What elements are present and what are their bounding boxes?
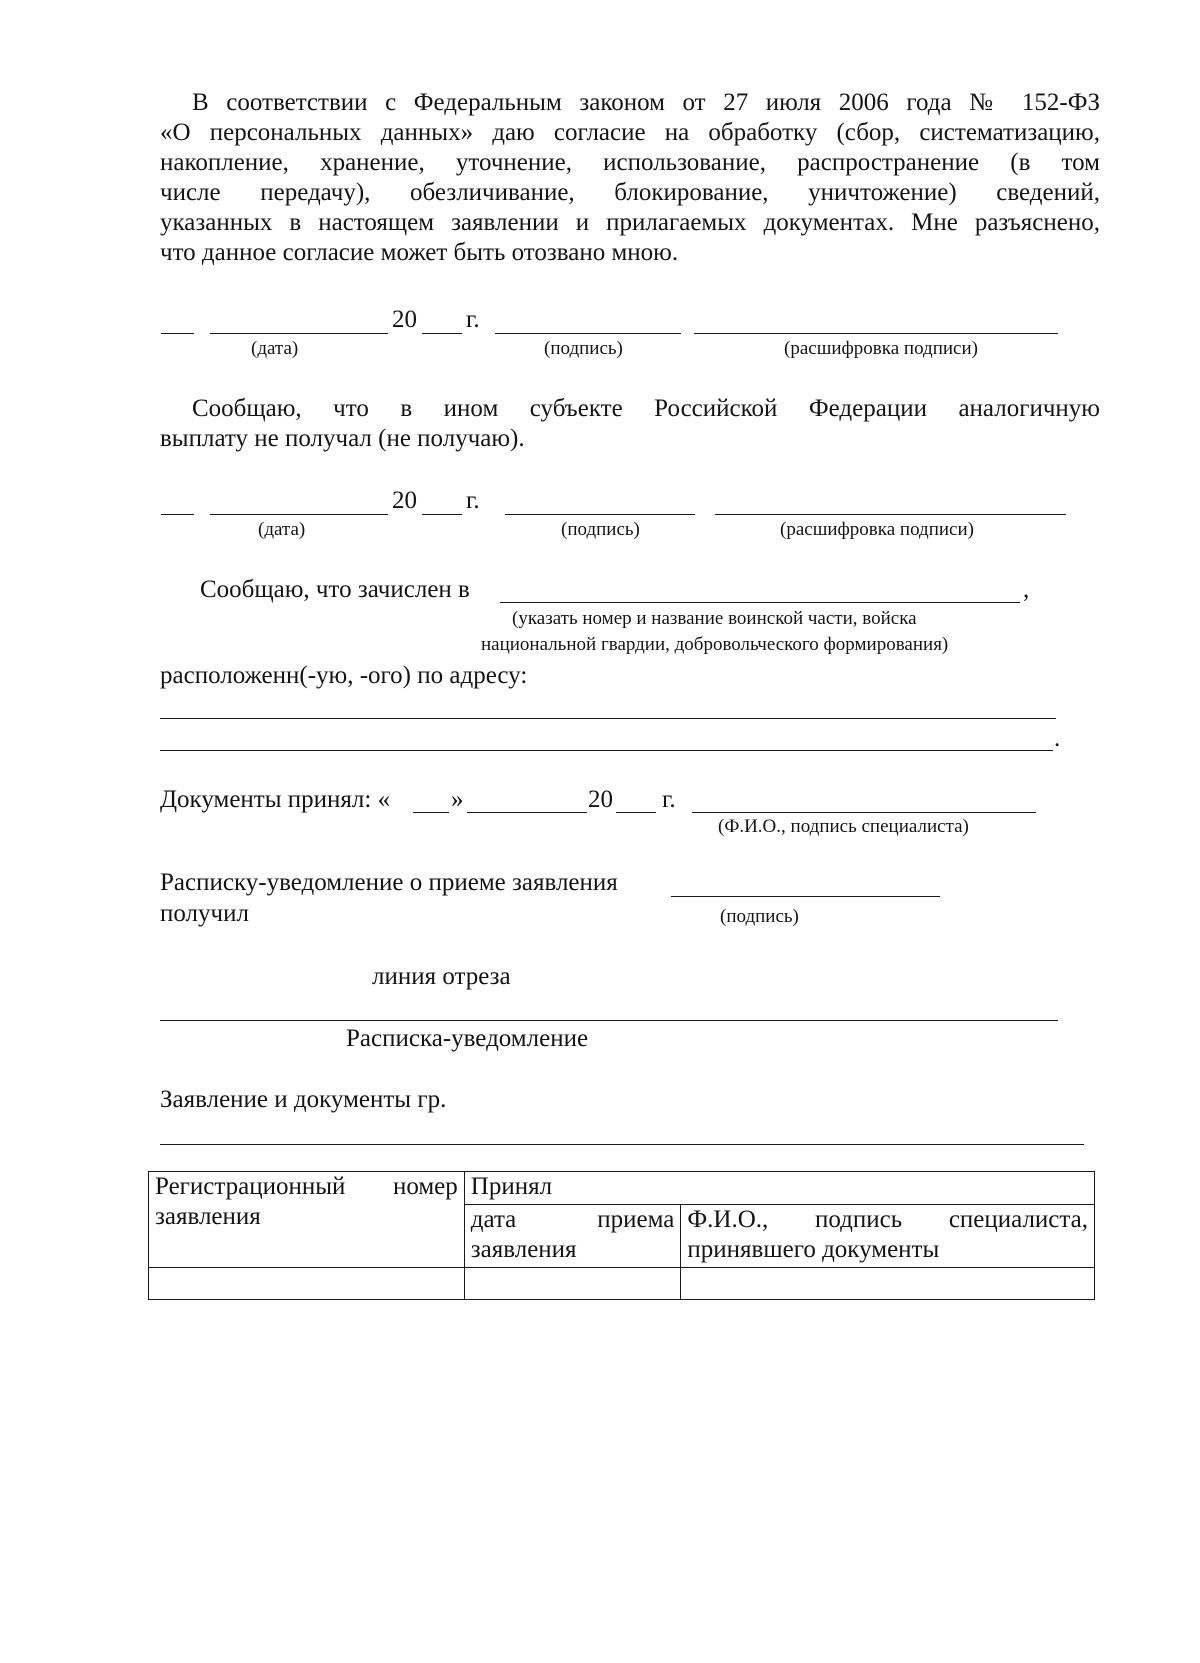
no-payment-line: Сообщаю, что в ином субъекте Российской Федерации аналогичную bbox=[192, 395, 1100, 422]
receipt-received-line1: Расписку-уведомление о приеме заявления bbox=[160, 869, 618, 896]
registration-number-cell[interactable] bbox=[149, 1268, 465, 1300]
enrolled-comma: , bbox=[1023, 576, 1030, 603]
specialist-blank[interactable] bbox=[692, 812, 1036, 813]
address-blank-1[interactable] bbox=[160, 718, 1056, 719]
year-blank[interactable] bbox=[422, 514, 462, 515]
specialist-caption: (Ф.И.О., подпись специалиста) bbox=[718, 816, 969, 837]
consent-line: накопление, хранение, уточнение, использование, распространение (в том bbox=[160, 149, 1100, 176]
enrolled-text: Сообщаю, что зачислен в bbox=[200, 576, 470, 603]
decoding-caption: (расшифровка подписи) bbox=[780, 519, 974, 540]
date-header-line2: заявления bbox=[470, 1236, 577, 1263]
signature-caption: (подпись) bbox=[561, 519, 640, 540]
year-prefix: 20 bbox=[392, 306, 417, 333]
citizen-name-blank[interactable] bbox=[160, 1144, 1084, 1145]
no-payment-line: выплату не получал (не получаю). bbox=[160, 425, 525, 452]
receipt-signature-blank[interactable] bbox=[671, 896, 940, 897]
consent-line: В соответствии с Федеральным законом от 27 июля 2006 года № 152-ФЗ bbox=[192, 89, 1100, 116]
specialist-header-word: специалиста, bbox=[948, 1206, 1088, 1233]
registration-table bbox=[148, 1171, 1095, 1300]
accepted-year-prefix: 20 bbox=[588, 786, 613, 813]
signature-blank[interactable] bbox=[505, 514, 695, 515]
unit-caption-line1: (указать номер и название воинской части, войска bbox=[512, 608, 917, 629]
accepted-year-blank[interactable] bbox=[616, 812, 656, 813]
accepted-header: Принял bbox=[464, 1172, 1094, 1205]
reg-header-word: номер bbox=[392, 1173, 458, 1200]
receipt-title: Расписка-уведомление bbox=[346, 1025, 589, 1052]
date-cell[interactable] bbox=[464, 1268, 681, 1300]
accepted-day-blank[interactable] bbox=[413, 812, 449, 813]
day-blank[interactable] bbox=[161, 333, 194, 334]
year-suffix: г. bbox=[466, 306, 480, 333]
address-period: . bbox=[1054, 725, 1061, 752]
decoding-caption: (расшифровка подписи) bbox=[784, 338, 978, 359]
address-label: расположенн(-ую, -ого) по адресу: bbox=[160, 662, 528, 689]
statement-label: Заявление и документы гр. bbox=[160, 1086, 447, 1113]
consent-line: числе передачу), обезличивание, блокирование, уничтожение) сведений, bbox=[160, 179, 1100, 206]
year-blank[interactable] bbox=[422, 333, 462, 334]
signature-decoding-blank[interactable] bbox=[715, 514, 1066, 515]
receipt-signature-caption: (подпись) bbox=[720, 906, 799, 927]
day-blank[interactable] bbox=[161, 514, 194, 515]
specialist-header-line2: принявшего документы bbox=[687, 1236, 940, 1263]
unit-caption-line2: национальной гвардии, добровольческого формирования) bbox=[481, 634, 949, 655]
unit-blank[interactable] bbox=[500, 602, 1020, 603]
consent-line: что данное согласие может быть отозвано мною. bbox=[160, 239, 679, 266]
date-header-word: приема bbox=[597, 1206, 675, 1233]
address-blank-2[interactable] bbox=[160, 750, 1053, 751]
date-caption: (дата) bbox=[258, 519, 306, 540]
cut-line-label: линия отреза bbox=[372, 963, 511, 990]
specialist-header bbox=[681, 1205, 1095, 1268]
specialist-header-word: Ф.И.О., bbox=[687, 1206, 769, 1233]
consent-paragraph bbox=[160, 88, 1100, 268]
receipt-received-line2: получил bbox=[160, 900, 249, 927]
signature-blank[interactable] bbox=[495, 333, 681, 334]
month-blank[interactable] bbox=[210, 333, 388, 334]
accepted-label: Документы принял: « bbox=[160, 786, 391, 813]
accepted-month-blank[interactable] bbox=[467, 812, 587, 813]
year-suffix: г. bbox=[466, 487, 480, 514]
specialist-header-word: подпись bbox=[814, 1206, 903, 1233]
date-header-word: дата bbox=[470, 1206, 517, 1233]
accepted-year-suffix: г. bbox=[662, 786, 676, 813]
date-header bbox=[464, 1205, 681, 1268]
consent-line: указанных в настоящем заявлении и прилагаемых документах. Мне разъяснено, bbox=[160, 209, 1100, 236]
consent-line: «О персональных данных» даю согласие на обработку (сбор, систематизацию, bbox=[160, 119, 1100, 146]
reg-header-word: Регистрационный bbox=[155, 1173, 346, 1200]
accepted-quote-close: » bbox=[451, 786, 464, 813]
cut-line bbox=[160, 1020, 1058, 1021]
no-payment-paragraph bbox=[160, 394, 1100, 454]
specialist-cell[interactable] bbox=[681, 1268, 1095, 1300]
signature-decoding-blank[interactable] bbox=[694, 333, 1058, 334]
date-caption: (дата) bbox=[251, 338, 299, 359]
signature-caption: (подпись) bbox=[544, 338, 623, 359]
month-blank[interactable] bbox=[210, 514, 388, 515]
registration-number-header bbox=[149, 1172, 465, 1268]
year-prefix: 20 bbox=[392, 487, 417, 514]
reg-header-line2: заявления bbox=[155, 1203, 261, 1230]
